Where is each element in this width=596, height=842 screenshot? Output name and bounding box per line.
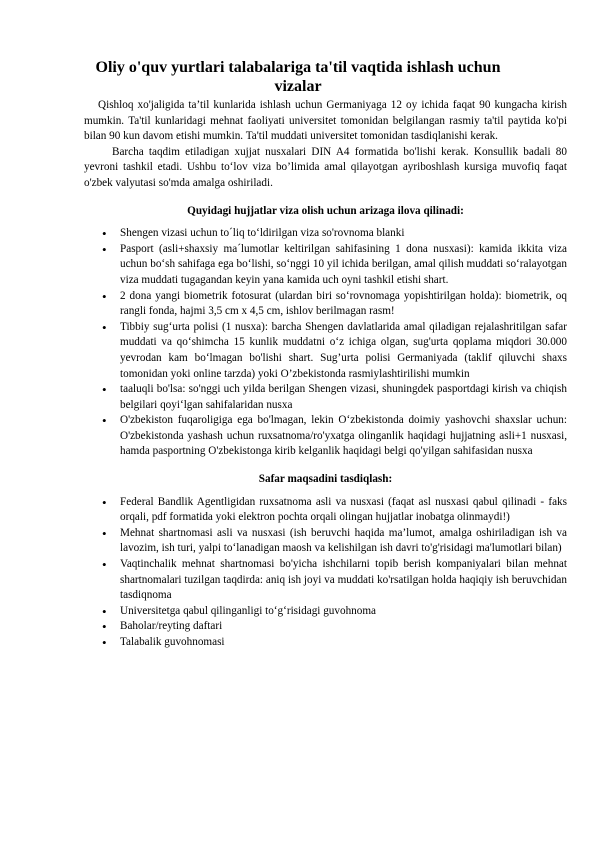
document-title xyxy=(80,58,516,96)
list-item: • Baholar/reyting daftari xyxy=(84,619,567,635)
list-item: • Federal Bandlik Agentligidan ruxsatnoma asli va nusxasi (faqat asl nusxasi qabul qilinadi - faks orqali, pdf formatida yoki elektron pochta orqali olingan hujjatlar inobatga olinmaydi!) xyxy=(84,495,567,526)
list-item: • Shengen vizasi uchun to´liq to‘ldirilgan viza so'rovnoma blanki xyxy=(84,226,567,242)
list-item: • Tibbiy sug‘urta polisi (1 nusxa): barcha Shengen davlatlarida amal qiladigan rejalashritilgan safar muddati va qo‘shimcha 15 kunlik muddatni o‘z ichiga olgan, sug'urta qoplama miqdori 30.000 yevrodan kam bo‘lmagan bo'lishi shart. Sug’urta polisi Germaniyada (taklif qiluvchi shaxs tomonidan yoki online tarzda) yoki O’zbekistonda rasmiylashtirilishi mumkin xyxy=(84,320,567,382)
section-1-heading: Quyidagi hujjatlar viza olish uchun arizaga ilova qilinadi: xyxy=(187,204,464,217)
title-line-1: Oliy o'quv yurtlari talabalariga ta'til vaqtida ishlash uchun xyxy=(95,59,501,76)
title-line-2: vizalar xyxy=(274,78,322,95)
list-item: • taaluqli bo'lsa: so'nggi uch yilda berilgan Shengen vizasi, shuningdek pasportdagi kirish va chiqish belgilari qoyi‘lgan sahifalaridan nusxa xyxy=(84,382,567,413)
list-item: • Talabalik guvohnomasi xyxy=(84,635,567,651)
document-body xyxy=(84,98,567,651)
list-item: • Vaqtinchalik mehnat shartnomasi bo'yicha ishchilarni topib berish kompaniyalari bilan mehnat shartnomalari tuzilgan taqdirda: aniq ish joyi va muddati ko'rsatilgan holda haqiqiy ish beruvchidan tasdiqnoma xyxy=(84,557,567,604)
list-item: • 2 dona yangi biometrik fotosurat (ulardan biri so‘rovnomaga yopishtirilgan holda): biometrik, oq rangli fonda, hajmi 3,5 cm x 4,5 cm, ishlov berilmagan rasm! xyxy=(84,289,567,320)
section-2-heading: Safar maqsadini tasdiqlash: xyxy=(258,473,393,486)
section-1-list xyxy=(84,226,567,460)
list-item: • Mehnat shartnomasi asli va nusxasi (ish beruvchi haqida ma’lumot, amalga oshiriladigan ish va lavozim, ish turi, yalpi to‘lanadigan maosh va kelishilgan ish davri to'g'risidagi ma'lumotlari bilan) xyxy=(84,526,567,557)
intro-paragraph-1: Qishloq xo'jaligida ta’til kunlarida ishlash uchun Germaniyaga 12 oy ichida faqat 90 kungacha kirish mumkin. Ta'til kunlaridagi mehnat faoliyati universitet tomonidan belgilangan rasmiy ta'til paytida ko'pi bilan 90 kun davom etishi mumkin. Ta'til muddati universitet tomonidan tasdiqlanishi kerak. xyxy=(84,99,567,143)
list-item: • O'zbekiston fuqaroligiga ega bo'lmagan, lekin O‘zbekistonda doimiy yashovchi shaxslar uchun: O'zbekistonda yashash uchun ruxsatnoma/ro'yxatga olinganlik haqidagi hujjatning asli+1 nusxasi, hamda pasportning O'zbekistonga kirib kelganlik haqidagi belgi qo'yilgan sahifasidan nusxa xyxy=(84,413,567,460)
list-item: • Universitetga qabul qilinganligi to‘g‘risidagi guvohnoma xyxy=(84,604,567,620)
intro-paragraph-2: Barcha taqdim etiladigan xujjat nusxalari DIN A4 formatida bo'lishi kerak. Konsullik badali 80 yevroni tashkil etadi. Ushbu to‘lov viza bo’limida amal qilayotgan ayriboshlash kursiga muvofiq faqat o'zbek valyutasi so'mda amalga oshiriladi. xyxy=(84,145,567,189)
list-item: • Pasport (asli+shaxsiy ma´lumotlar keltirilgan sahifasining 1 dona nusxasi): kamida ikkita viza uchun bo‘sh sahifaga ega bo‘lishi, so‘nggi 10 yil ichida berilgan, amal qilish muddati so‘ralayotgan viza muddati tugagandan keyin yana kamida uch oyni tashkil etishi shart. xyxy=(84,242,567,289)
section-2-list xyxy=(84,495,567,651)
